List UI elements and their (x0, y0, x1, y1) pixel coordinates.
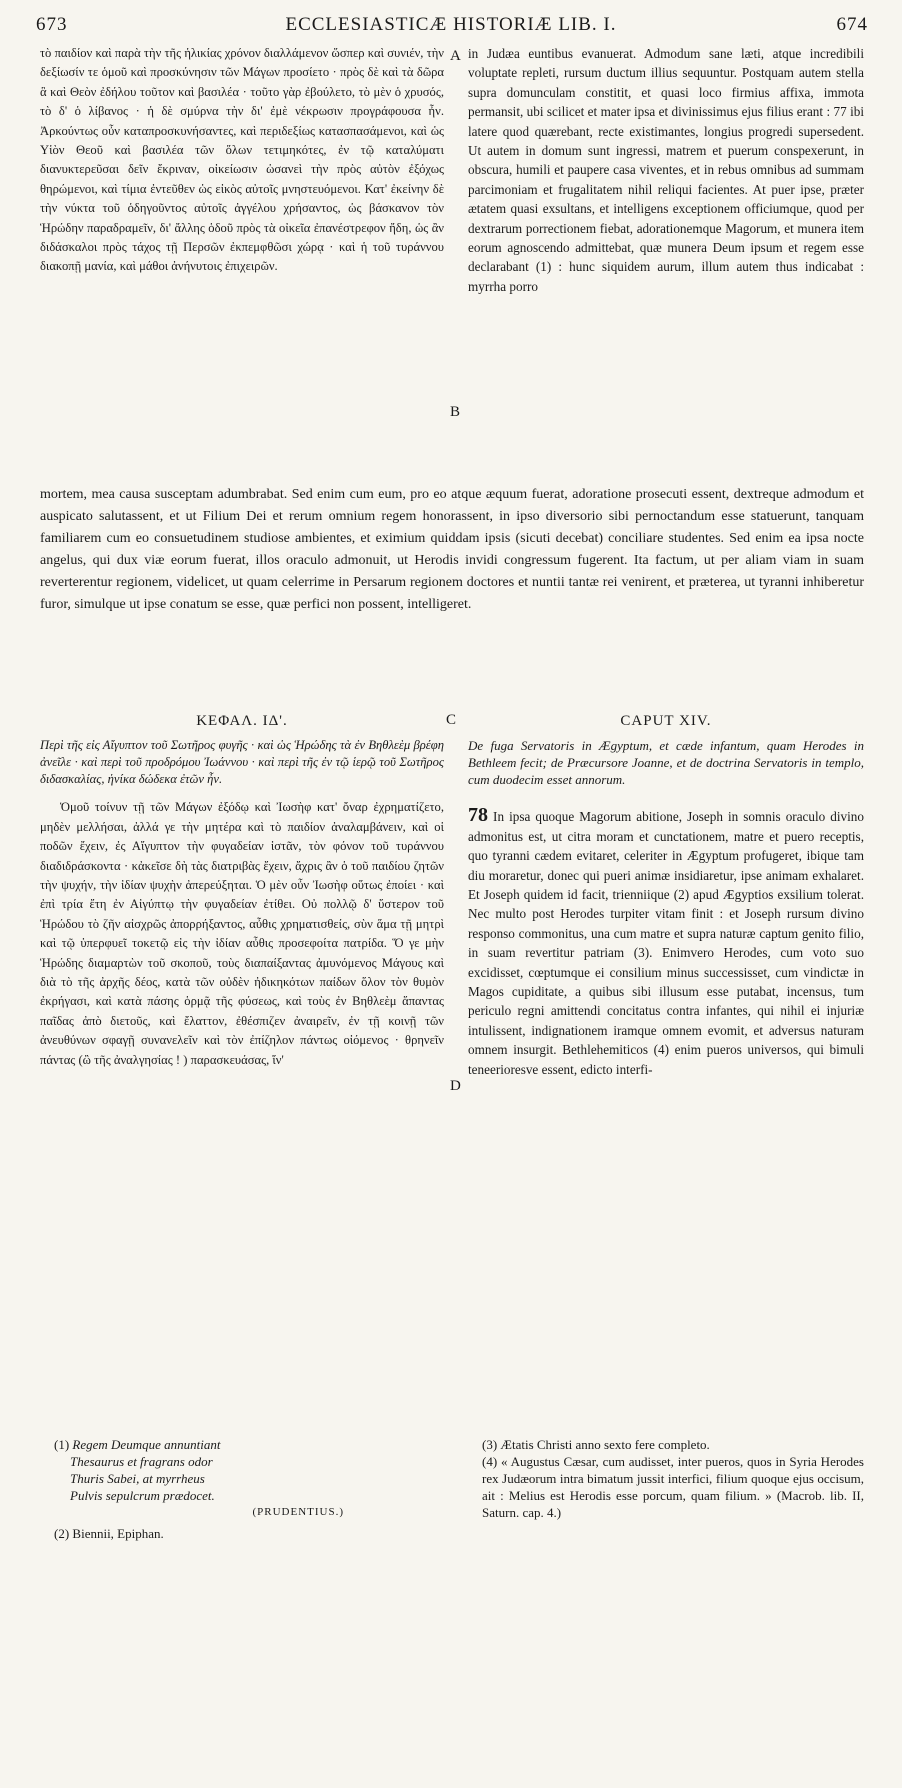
footnote-1-line-3: Thuris Sabei, at myrrheus (70, 1471, 205, 1486)
footnote-1-credit: (PRUDENTIUS.) (252, 1506, 344, 1518)
footnote-1-line-2: Thesaurus et fragrans odor (70, 1454, 213, 1469)
greek-chapter (40, 712, 444, 1788)
footnotes-right (482, 1436, 864, 1521)
running-title: ECCLESIASTICÆ HISTORIÆ LIB. I. (285, 14, 617, 35)
latin-chapter (468, 712, 864, 1788)
footnote-1-line-4: Pulvis sepulcrum prædocet. (70, 1488, 215, 1503)
page-number-left: 673 (36, 14, 68, 35)
margin-marker-a: A (450, 48, 461, 64)
latin-chapter-body: In ipsa quoque Magorum abitione, Joseph in somnis oraculo divino admonitus est, ut citra moram et cunctationem, matre et puero receptis, quo tyranni cædem evitaret, celeriter in Ægyptum profugeret, ibique tam diu moraretur, donec qui pueri animæ insidiaretur, ipse animam exhalaret. Et Joseph quidem id facit, trienniique (2) apud Ægyptios exsilium tolerat. Nec multo post Herodes turpiter vitam finit : et Joseph rursum divino responso commonitus, una cum matre et supra naturæ captum genito filio, in suam revertitur patriam (3). Enimvero Herodes, cum voto suo excidisset, cœptumque ei consilium minus successisset, cum vindictæ in Magos cupiditate, a quibus sibi illusum esse putabat, incensus, tum periculo regni amittendi concitatus contra infantes, qui nihil ei injuriæ intulissent, indignationem iramque omnem evomit, et adversus naturam omnem insurgit. Bethlehemiticos (4) enim pueros universos, qui bimuli teneerioresve essent, edicto interfi- (468, 809, 864, 1077)
greek-text-top: τὸ παιδίον καὶ παρὰ τὴν τῆς ἡλικίας χρόνον διαλλάμενον ὥσπερ καὶ συνιέν, τὴν δεξίωσίν τε ὁμοῦ καὶ προσκύνησιν τῶν Μάγων προσίετο · πρὸς δὲ καὶ τὰ δῶρα ἃ καὶ Θεὸν ἐδήλου τοῦτον καὶ βασιλέα · τοῦτο γὰρ ἐβούλετο, τὸ μὲν ὁ χρυσός, τὸ δ' ὁ λίβανος · ἡ δὲ σμύρνα τὴν δι' ἐμὲ νέκρωσιν προγράφουσα ἦν. Ἀρκούντως οὖν καταπροσκυνήσαντες, καὶ περιδεξίως κατασπασάμενοι, καὶ ὡς Υἱὸν Θεοῦ καὶ βασιλέα τῶν ὅλων τετιμηκότες, ἐν τῷ καταλύματι διανυκτερεῦσαι δεῖν ἔκριναν, οἰκείωσιν ὡσανεὶ τὴν πρὸς αὐτὸν ἐξόχως θηρώμενοι, καὶ τίμια ἐντεῦθεν ὡς εἰκὸς αὐτοῖς μνηστευόμενοι. Κατ' ἐκείνην δὲ τὴν νύκτα τοῦ ὁδηγοῦντος αὐτοῖς ἀγγέλου χρήσαντος, ὡς βάσκανον τὸν Ἡρώδην παραδραμεῖν, δι' ἄλλης ὁδοῦ πρὸς τὰ οἰκεῖα ἐπανέστρεφον ἤδη, ὡς ἂν διδάσκαλοι πρὸς τάχος τῇ Περσῶν ἐκπεμφθῶσι χώρᾳ · καὶ ἡ τοῦ τυράννου διακοπῇ μανία, καὶ μάθοι ἀνήνυτοις ἐπιχειρῶν. (40, 46, 444, 274)
footnote-4: (4) « Augustus Cæsar, cum audisset, inter pueros, quos in Syria Herodes rex Judæorum intra bimatum jussit interfici, filium quoque ejus occisum, ait : Melius est Herodis esse porcum, quam filium. » (Macrob. lib. II, Saturn. cap. 4.) (482, 1454, 864, 1520)
page-header (28, 10, 874, 38)
greek-column-top (40, 44, 444, 480)
greek-chapter-summary: Περὶ τῆς εἰς Αἴγυπτον τοῦ Σωτῆρος φυγῆς · καὶ ὡς Ἡρώδης τὰ ἐν Βηθλεὲμ βρέφη ἀνεῖλε · καὶ περὶ τοῦ προδρόμου Ἰωάννου · καὶ περὶ τῆς ἐν τῷ ἱερῷ τοῦ Σωτῆρος διδασκαλίας, ἡνίκα δώδεκα ἐτῶν ἦν. (40, 738, 444, 787)
page-number-right: 674 (836, 14, 868, 35)
latin-column-top (468, 44, 864, 480)
latin-full-paragraph: mortem, mea causa susceptam adumbrabat. Sed enim cum eum, pro eo atque æquum fuerat, adoratione prosecuti essent, dextreque admodum et auspicato salutassent, et ut Filium Dei et rerum omnium regem honorassent, in ipso diversorio sibi pernoctandum esse statuerunt, tanquam familiarem cum eo consuetudinem studiose ambientes, et eximium quiddam ipsis (sicuti decebat) conciliare studentes. Sed enim ea ipsa nocte angelus, qui dux viæ eorum fuerat, illos oraculo admonuit, ut Herodis invidi congressum fugerent. Ita factum, ut per aliam viam in suam reverterentur regionem, videlicet, ut quam celerrime in Persarum regionem doctores et nuntii tantæ rei venirent, et præterea, ut tyranni inhiberetur furor, simulque ut ipse conatum se esse, quæ perfici non possent, intelligeret. (40, 487, 864, 612)
footnotes-left (54, 1436, 434, 1542)
latin-chapter-summary: De fuga Servatoris in Ægyptum, et cæde infantum, quam Herodes in Bethleem fecit; de Præcursore Joanne, et de doctrina Servatoris in templo, cum duodecim esset annorum. (468, 738, 864, 788)
latin-chapter-title: CAPUT XIV. (620, 713, 712, 729)
footnote-1-line-1: Regem Deumque annuntiant (72, 1437, 221, 1452)
latin-text-top: in Judæa euntibus evanuerat. Admodum sane læti, atque incredibili voluptate repleti, rursum ductum illius sequuntur. Postquam autem stella supra domunculam constitit, et quasi loco firmius affixa, immota permansit, ubi scilicet et mater ipsa et divinissimus ejus filius erant : 77 ibi latere quod quærebant, recte existimantes, longius progredi supersedent. Ut autem in domum sunt ingressi, matrem et puerum conspexerunt, in obscura, humili et paupere casa viventes, et in rebus omnibus ad summam parcimoniam et frugalitatem nihil reliqui facientes. At puer ipse, præter ætatem quasi exsultans, et intelligens exceptionem officiumque, quod per dextrarum porrectionem fiebat, adorationemque Magorum, et munera item eorum agnoscendo admittebat, quæ munera Deum ipsum et regem esse declarabant (1) : hunc siquidem aurum, illum autem thus indicabat : myrrha porro (468, 46, 864, 294)
margin-marker-c: C (446, 712, 457, 728)
section-number: 78 (468, 804, 488, 827)
margin-marker-d: D (450, 1078, 461, 1094)
footnote-2: (2) Biennii, Epiphan. (54, 1526, 164, 1541)
latin-full-width-text (40, 484, 864, 616)
footnote-3: (3) Ætatis Christi anno sexto fere completo. (482, 1437, 710, 1452)
footnote-1-label: (1) (54, 1437, 70, 1452)
margin-marker-b: B (450, 404, 461, 420)
greek-chapter-title: ΚΕΦΑΛ. ΙΔ'. (196, 713, 288, 729)
greek-chapter-body: Ὁμοῦ τοίνυν τῇ τῶν Μάγων ἐξόδῳ καὶ Ἰωσὴφ κατ' ὄναρ ἐχρηματίζετο, μηδὲν μελλήσαι, ἀλλά γε τὴν μητέρα καὶ τὸ παιδίον ἀναλαμβάνειν, καὶ οἱ ποδῶν ἔχειν, ἐς Αἴγυπτον τὴν φυγαδείαν ἱστᾶν, τὸν φόνον τοῦ τυράννου διαδιδράσκοντα · κἀκεῖσε δὴ τὰς διατριβὰς ἔχειν, ἄχρις ἂν ὁ τοῦ παιδίου ζητῶν τὴν ψυχήν, τὴν ἰδίαν ψυχὴν ἀπερεύξηται. Ὁ μὲν οὖν Ἰωσὴφ οὕτως ἐποίει · καὶ ἐπὶ τρία ἔτη ἐν Αἰγύπτῳ τὴν φυγαδείαν ἐτίθει. Οὐ πολλῷ δ' ὕστερον τοῦ Ἡρώδου τὸ ζῆν αἰσχρῶς ἀπορρήξαντος, αὖθις χρηματισθείς, σὺν ἅμα τῇ μητρὶ καὶ τῷ ὑπερφυεῖ τοκετῷ εἰς τὴν ἰδίαν αὖθις προσεφοίτα πατρίδα. Ὅ γε μὴν Ἡρώδης διαμαρτὼν τοῦ σκοποῦ, τοὺς διαπαίξαντας ἀμυνόμενος Μάγους καὶ διὰ τὸ τῆς ἀρχῆς δέος, κατὰ τῶν οὐδὲν ἠδικηκότων παίδων ὅλον τὸν θυμὸν ἐκρήγασι, καὶ κατὰ πάσης ὁρμᾷ τῆς φύσεως, καὶ τοὺς ἐν Βηθλεὲμ ἅπαντας παῖδας ἀπὸ διετοῦς, καὶ ἔλαττον, ἐθέσπιζεν ἀναιρεῖν, ἐν τῇ κοινῇ τῶν ἀνευθύνων σφαγῇ συνανελεῖν καὶ τὸν ἐπίζηλον πάντως οἰόμενος · θρηνεῖν πάντας (ὢ τῆς ἀναλγησίας ! ) παρασκευάσας, ἵν' (40, 800, 444, 1067)
